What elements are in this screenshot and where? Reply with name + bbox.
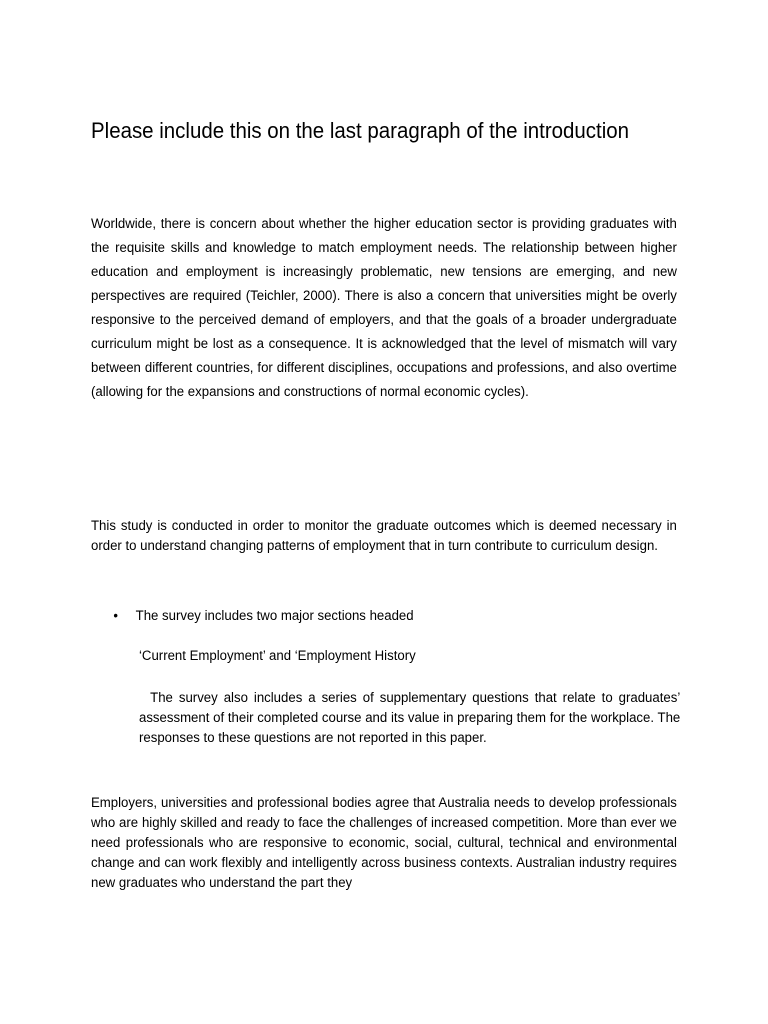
paragraph-study-purpose: This study is conducted in order to monitor the graduate outcomes which is deemed necessary in order to understand changing patterns of employment that in turn contribute to curriculum design. xyxy=(91,518,677,554)
bullet-icon: • xyxy=(113,608,118,624)
survey-sections-line: ‘Current Employment’ and ‘Employment History xyxy=(139,648,416,664)
paragraph-worldwide-concern: Worldwide, there is concern about whether the higher education sector is providing graduates with the requisite skills and knowledge to match employment needs. The relationship between higher education and employment is increasingly problematic, new tensions are emerging, and new perspectives are required (Teichler, 2000). There is also a concern that universities might be overly responsive to the perceived demand of employers, and that the goals of a broader undergraduate curriculum might be lost as a consequence. It is acknowledged that the level of mismatch will vary between different countries, for different disciplines, occupations and professions, and also overtime (allowing for the expansions and constructions of normal economic cycles). xyxy=(91,216,677,400)
paragraph-employers: Employers, universities and professional bodies agree that Australia needs to develop professionals who are highly skilled and ready to face the challenges of increased competition. More than ever we need professionals who are responsive to economic, social, cultural, technical and environmental change and can work flexibly and intelligently across business contexts. Australian industry requires new graduates who understand the part they xyxy=(91,795,677,891)
survey-supplementary-paragraph: The survey also includes a series of supplementary questions that relate to graduates’ assessment of their completed course and its value in preparing them for the workplace. The responses to these questions are not reported in this paper. xyxy=(139,690,681,746)
bullet-text: The survey includes two major sections headed xyxy=(135,608,414,624)
document-heading: Please include this on the last paragraph of the introduction xyxy=(91,118,630,143)
